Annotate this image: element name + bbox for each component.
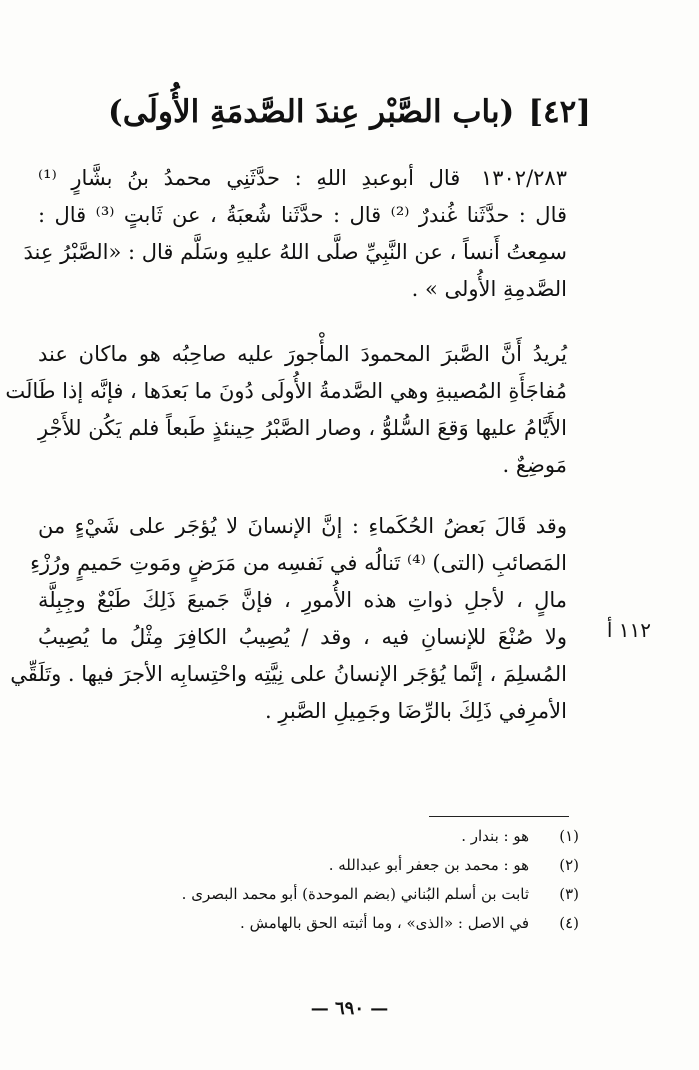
quote-line: ولا صُنْعَ للإنسانِ فيه ، وقد / يُصِيبُ الكافِرَ مِثْلُ ما يُصِيبُ: [38, 625, 567, 649]
footnote-number: (٢): [559, 856, 579, 874]
footnote-text: ثابت بن أسلم البُناني (بضم الموحدة) أبو محمد البصرى .: [181, 885, 529, 903]
quote-line: الأمرِفي ذَلِكَ بالرِّضَا وجَمِيلِ الصَّبرِ .: [264, 699, 567, 723]
footnote-text: هو : محمد بن جعفر أبو عبدالله .: [328, 856, 529, 874]
footnote: [60, 909, 579, 938]
quote-paragraph: [10, 508, 567, 730]
quote-line: مالٍ ، لأجلِ ذواتِ هذه الأُمورِ ، فإنَّ جَميعَ ذَلِكَ طَبْعٌ وجِبِلَّة: [38, 588, 567, 612]
hadith-paragraph: [23, 160, 568, 308]
hadith-number: ١٣٠٢/٢٨٣: [480, 166, 567, 190]
hadith-line: قال : حدَّثَنا غُندرٌ ⁽²⁾ قال : حدَّثَنا شُعبَةُ ، عن ثَابتٍ ⁽³⁾ قال :: [38, 203, 568, 227]
footnote-text: هو : بندار .: [461, 827, 529, 845]
quote-line: وقد قَالَ بَعضُ الحُكَماءِ : إنَّ الإنسانَ لا يُؤجَر على شَيْءٍ من: [38, 514, 567, 538]
chapter-title: [60, 88, 639, 136]
quote-line: المُسلِمَ ، إنَّما يُؤجَر الإنسانُ على نِيَّتِه واحْتِسابِه الأجرَ فيها . وتَلَقِّي: [10, 662, 567, 686]
commentary-line: يُريدُ أَنَّ الصَّبرَ المحمودَ المأْجورَ عليه صاحِبُه هو ماكان عند: [38, 342, 567, 366]
footnote-number: (٣): [559, 885, 579, 903]
commentary-line: مَوضِعٌ .: [502, 453, 567, 477]
chapter-heading: (باب الصَّبْر عِندَ الصَّدمَةِ الأُولَى): [108, 94, 515, 130]
page-number: — ٦٩٠ —: [310, 998, 389, 1019]
footnote-number: (٤): [559, 914, 579, 932]
footnote: [60, 851, 579, 880]
footnote: [60, 880, 579, 909]
quote-line: المَصائبِ (التى) ⁽⁴⁾ تَنالُه في نَفسِه من مَرَضٍ ومَوتِ حَميمٍ ورُزْءِ: [30, 551, 567, 575]
footnote-text: في الاصل : «الذى» ، وما أثبته الحق بالهامش .: [240, 914, 529, 932]
hadith-line: سمِعتُ أَنساً ، عن النَّبِيِّ صلَّى اللهُ عليهِ وسَلَّم قال : «الصَّبْرُ عِندَ: [23, 240, 567, 264]
footnote-divider: [429, 816, 569, 817]
commentary-line: الأَيَّامُ عليها وَقعَ السُّلوُّ ، وصار الصَّبْرُ حِينئذٍ طَبعاً فلم يَكُن للأَجْرِ: [38, 416, 567, 440]
manuscript-folio-note: ١١٢ أ: [606, 618, 651, 642]
footnote: [60, 822, 579, 851]
chapter-number: [٤٢]: [528, 94, 591, 130]
hadith-line: ١٣٠٢/٢٨٣ قال أبوعبدِ اللهِ : حدَّثَنِي محمدُ بنُ بشَّارٍ ⁽¹⁾: [38, 166, 567, 190]
commentary-line: مُفاجَأَةِ المُصيبةِ وهي الصَّدمةُ الأُولَى دُونَ ما بَعدَها ، فإنَّه إذا طَالَت: [5, 379, 567, 403]
footnote-number: (١): [559, 827, 579, 845]
footnotes: [60, 822, 579, 938]
commentary-paragraph: [5, 336, 567, 484]
hadith-line: الصَّدمِةِ الأُولى » .: [411, 277, 567, 301]
